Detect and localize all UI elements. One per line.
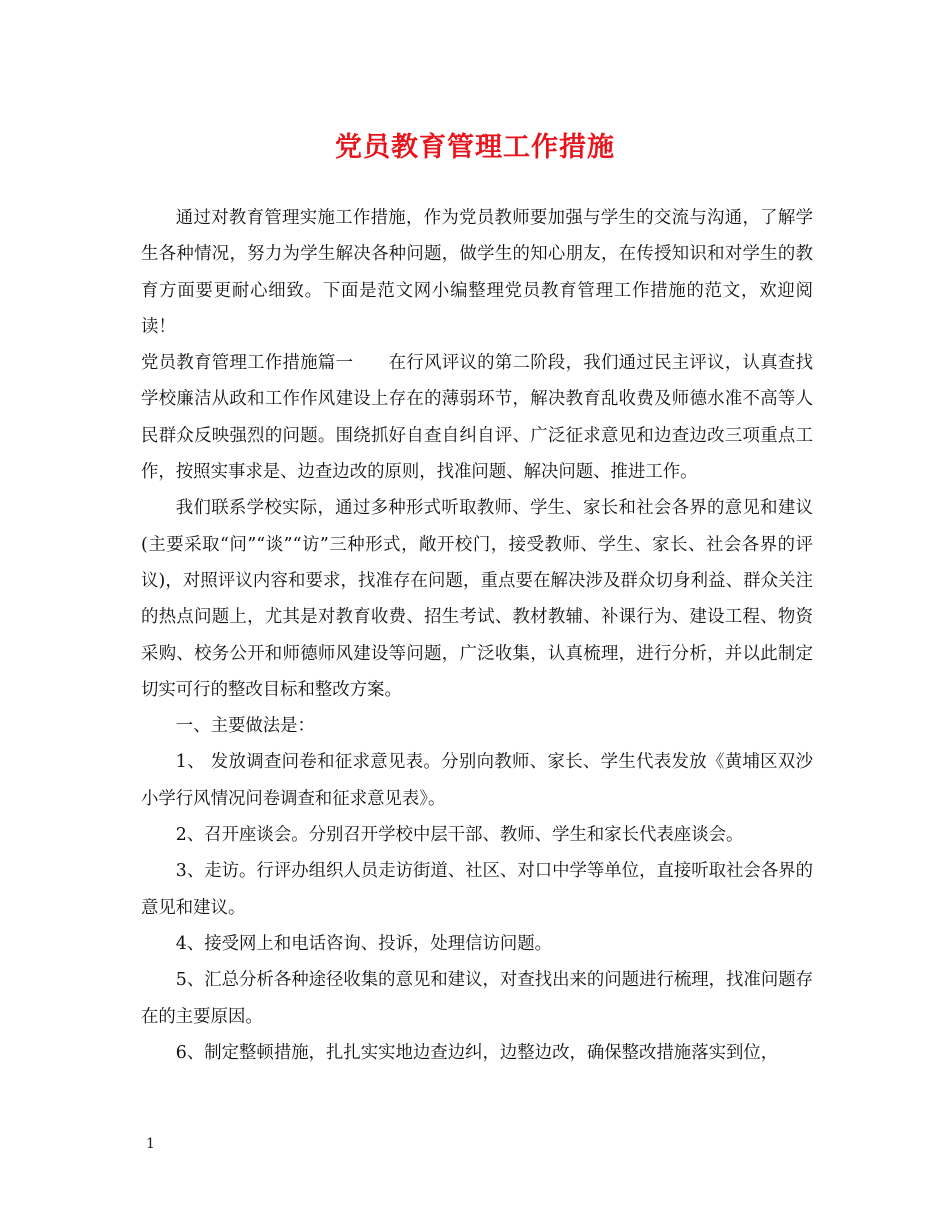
list-item-6: 6、制定整顿措施，扎扎实实地边查边纠，边整边改，确保整改措施落实到位，: [175, 1042, 779, 1063]
document-body: [141, 200, 813, 1071]
list-item-1: 1、 发放调查问卷和征求意见表。分别向教师、家长、学生代表发放《黄埔区双沙小学行风情况问卷调查和征求意见表》。: [141, 752, 813, 809]
document-title: 党员教育管理工作措施: [335, 132, 615, 163]
paragraph-intro: 通过对教育管理实施工作措施，作为党员教师要加强与学生的交流与沟通，了解学生各种情况，努力为学生解决各种问题，做学生的知心朋友，在传授知识和对学生的教育方面要更耐心细致。下面是范文网小编整理党员教育管理工作措施的范文，欢迎阅读！: [141, 208, 813, 337]
paragraph-heading-methods: 一、主要做法是：: [175, 716, 315, 737]
paragraph-section-one: 党员教育管理工作措施篇一 在行风评议的第二阶段，我们通过民主评议，认真查找学校廉洁从政和工作作风建设上存在的薄弱环节，解决教育乱收费及师德水准不高等人民群众反映强烈的问题。围绕抓好自查自纠自评、广泛征求意见和边查边改三项重点工作，按照实事求是、边查边改的原则，找准问题、解决问题、推进工作。: [141, 353, 813, 483]
page-number: 1: [146, 1136, 155, 1152]
paragraph-practice: 我们联系学校实际，通过多种形式听取教师、学生、家长和社会各界的意见和建议(主要采取“问”“谈”“访”三种形式，敞开校门，接受教师、学生、家长、社会各界的评议)，对照评议内容和要求，找准存在问题，重点要在解决涉及群众切身利益、群众关注的热点问题上，尤其是对教育收费、招生考试、教材教辅、补课行为、建设工程、物资采购、校务公开和师德师风建设等问题，广泛收集，认真梳理，进行分析，并以此制定切实可行的整改目标和整改方案。: [141, 498, 813, 700]
list-item-4: 4、接受网上和电话咨询、投诉，处理信访问题。: [175, 933, 553, 954]
list-item-5: 5、汇总分析各种途径收集的意见和建议，对查找出来的问题进行梳理，找准问题存在的主要原因。: [141, 970, 813, 1027]
list-item-3: 3、走访。行评办组织人员走访街道、社区、对口中学等单位，直接听取社会各界的意见和建议。: [141, 861, 813, 918]
list-item-2: 2、召开座谈会。分别召开学校中层干部、教师、学生和家长代表座谈会。: [175, 825, 744, 846]
